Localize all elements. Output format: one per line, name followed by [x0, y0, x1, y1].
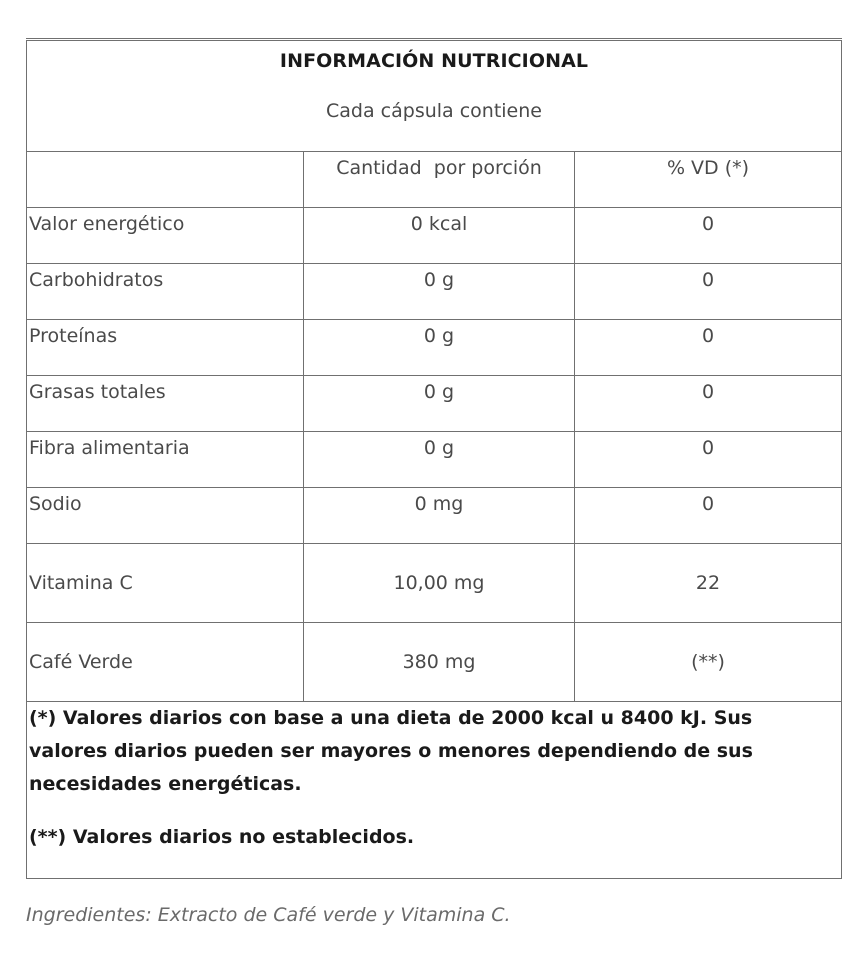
header-amount — [304, 152, 575, 208]
table-row — [27, 320, 842, 376]
nutrient-name: Valor energético — [27, 208, 304, 264]
header-amount-label: Cantidad por porción — [336, 157, 542, 179]
nutrient-amount: 10,00 mg — [304, 544, 575, 623]
nutrient-name: Proteínas — [27, 320, 304, 376]
nutrient-vd: 0 — [575, 432, 842, 488]
nutrient-amount: 0 g — [304, 432, 575, 488]
table-row — [27, 264, 842, 320]
nutrient-vd: 0 — [575, 264, 842, 320]
nutrient-name: Café Verde — [27, 623, 304, 702]
header-vd — [575, 152, 842, 208]
nutrient-amount: 0 mg — [304, 488, 575, 544]
table-row — [27, 376, 842, 432]
table-row — [27, 623, 842, 702]
table-title-cell — [27, 40, 842, 152]
nutrient-name: Grasas totales — [27, 376, 304, 432]
nutrient-vd: 0 — [575, 320, 842, 376]
nutrition-table — [26, 38, 842, 879]
footnote-daily-values: (*) Valores diarios con base a una dieta de 2000 kcal u 8400 kJ. Sus valores diarios pueden ser mayores o menores dependiendo de sus necesidades energéticas. — [29, 707, 753, 795]
nutrient-vd: 0 — [575, 488, 842, 544]
nutrient-vd: 22 — [575, 544, 842, 623]
nutrient-vd: 0 — [575, 208, 842, 264]
header-row — [27, 152, 842, 208]
table-subtitle: Cada cápsula contiene — [326, 100, 542, 122]
footnote-not-established: (**) Valores diarios no establecidos. — [29, 826, 415, 848]
nutrient-vd: 0 — [575, 376, 842, 432]
table-row — [27, 488, 842, 544]
header-vd-label: % VD (*) — [666, 157, 750, 179]
nutrient-vd: (**) — [575, 623, 842, 702]
nutrient-amount: 0 g — [304, 376, 575, 432]
nutrient-amount: 380 mg — [304, 623, 575, 702]
ingredients-text: Ingredientes: Extracto de Café verde y Vitamina C. — [26, 904, 511, 926]
nutrient-name: Vitamina C — [27, 544, 304, 623]
footnote-row — [27, 702, 842, 879]
nutrient-name: Sodio — [27, 488, 304, 544]
nutrient-amount: 0 g — [304, 320, 575, 376]
table-row — [27, 208, 842, 264]
table-row — [27, 544, 842, 623]
header-nutrient — [27, 152, 304, 208]
nutrient-name: Fibra alimentaria — [27, 432, 304, 488]
nutrient-name: Carbohidratos — [27, 264, 304, 320]
table-title: INFORMACIÓN NUTRICIONAL — [279, 50, 589, 72]
table-row — [27, 432, 842, 488]
nutrient-amount: 0 kcal — [304, 208, 575, 264]
nutrient-amount: 0 g — [304, 264, 575, 320]
footnote-cell — [27, 702, 842, 879]
